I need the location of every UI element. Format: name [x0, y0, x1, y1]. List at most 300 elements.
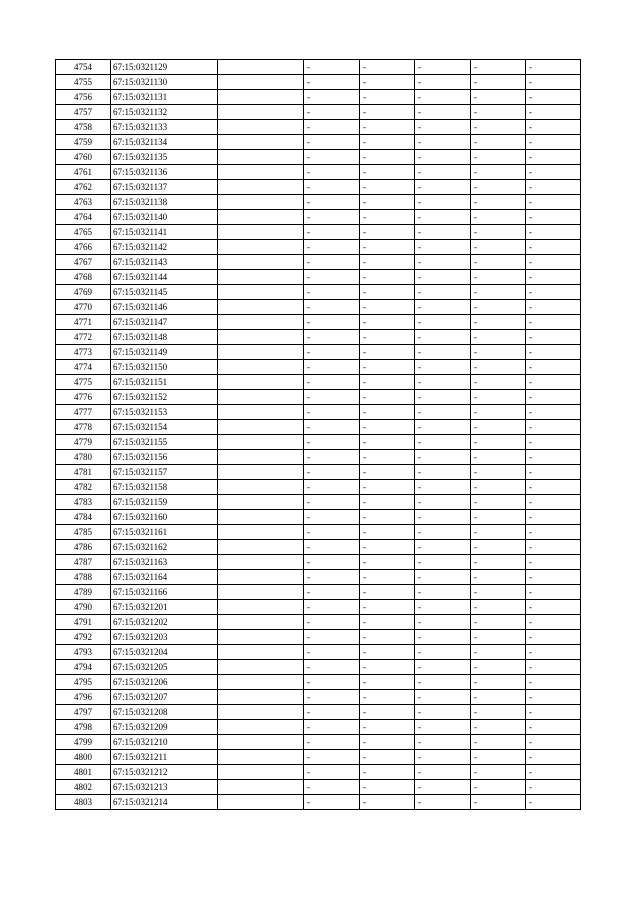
value-cell: - [304, 750, 360, 765]
value-cell: - [526, 105, 581, 120]
value-cell: - [526, 795, 581, 810]
row-number-cell: 4774 [56, 360, 111, 375]
table-row [56, 765, 581, 780]
value-cell: - [526, 345, 581, 360]
cadastral-code-cell: 67:15:0321208 [111, 705, 218, 720]
value-cell: - [360, 60, 415, 75]
value-cell: - [471, 195, 526, 210]
value-cell: - [415, 210, 471, 225]
value-cell: - [304, 165, 360, 180]
value-cell: - [304, 105, 360, 120]
value-cell: - [304, 555, 360, 570]
value-cell: - [471, 315, 526, 330]
row-number-cell: 4763 [56, 195, 111, 210]
value-cell: - [526, 495, 581, 510]
table-row [56, 435, 581, 450]
row-number-cell: 4783 [56, 495, 111, 510]
value-cell: - [415, 780, 471, 795]
row-number-cell: 4757 [56, 105, 111, 120]
value-cell: - [471, 690, 526, 705]
row-number-cell: 4767 [56, 255, 111, 270]
cadastral-code-cell: 67:15:0321164 [111, 570, 218, 585]
value-cell: - [415, 600, 471, 615]
value-cell: - [304, 705, 360, 720]
value-cell: - [415, 435, 471, 450]
value-cell: - [360, 360, 415, 375]
name-cell [218, 315, 304, 330]
row-number-cell: 4761 [56, 165, 111, 180]
value-cell: - [415, 255, 471, 270]
value-cell: - [471, 525, 526, 540]
cadastral-code-cell: 67:15:0321140 [111, 210, 218, 225]
value-cell: - [526, 660, 581, 675]
table-row [56, 600, 581, 615]
name-cell [218, 270, 304, 285]
value-cell: - [526, 540, 581, 555]
cadastral-code-cell: 67:15:0321206 [111, 675, 218, 690]
value-cell: - [471, 645, 526, 660]
value-cell: - [304, 345, 360, 360]
table-row [56, 405, 581, 420]
value-cell: - [415, 570, 471, 585]
value-cell: - [360, 495, 415, 510]
value-cell: - [360, 150, 415, 165]
table-body [56, 60, 581, 810]
cadastral-code-cell: 67:15:0321137 [111, 180, 218, 195]
value-cell: - [471, 390, 526, 405]
table-row [56, 780, 581, 795]
table-row [56, 450, 581, 465]
value-cell: - [360, 750, 415, 765]
row-number-cell: 4788 [56, 570, 111, 585]
value-cell: - [471, 165, 526, 180]
value-cell: - [415, 510, 471, 525]
value-cell: - [360, 315, 415, 330]
value-cell: - [471, 705, 526, 720]
name-cell [218, 375, 304, 390]
table-row [56, 315, 581, 330]
name-cell [218, 120, 304, 135]
name-cell [218, 300, 304, 315]
value-cell: - [415, 660, 471, 675]
table-row [56, 150, 581, 165]
value-cell: - [360, 120, 415, 135]
row-number-cell: 4798 [56, 720, 111, 735]
value-cell: - [526, 465, 581, 480]
value-cell: - [304, 150, 360, 165]
table-row [56, 345, 581, 360]
table-row [56, 90, 581, 105]
value-cell: - [526, 255, 581, 270]
row-number-cell: 4793 [56, 645, 111, 660]
table-row [56, 285, 581, 300]
value-cell: - [471, 405, 526, 420]
value-cell: - [526, 510, 581, 525]
cadastral-code-cell: 67:15:0321154 [111, 420, 218, 435]
value-cell: - [526, 90, 581, 105]
value-cell: - [360, 735, 415, 750]
value-cell: - [415, 795, 471, 810]
value-cell: - [526, 555, 581, 570]
cadastral-code-cell: 67:15:0321205 [111, 660, 218, 675]
cadastral-code-cell: 67:15:0321141 [111, 225, 218, 240]
name-cell [218, 240, 304, 255]
cadastral-code-cell: 67:15:0321157 [111, 465, 218, 480]
value-cell: - [304, 285, 360, 300]
table-row [56, 735, 581, 750]
value-cell: - [471, 630, 526, 645]
value-cell: - [304, 675, 360, 690]
cadastral-code-cell: 67:15:0321155 [111, 435, 218, 450]
value-cell: - [415, 240, 471, 255]
value-cell: - [304, 630, 360, 645]
value-cell: - [415, 330, 471, 345]
value-cell: - [415, 525, 471, 540]
value-cell: - [471, 240, 526, 255]
table-row [56, 510, 581, 525]
value-cell: - [360, 270, 415, 285]
name-cell [218, 795, 304, 810]
value-cell: - [360, 225, 415, 240]
value-cell: - [526, 645, 581, 660]
value-cell: - [471, 345, 526, 360]
name-cell [218, 390, 304, 405]
value-cell: - [526, 330, 581, 345]
cadastral-code-cell: 67:15:0321211 [111, 750, 218, 765]
row-number-cell: 4789 [56, 585, 111, 600]
cadastral-code-cell: 67:15:0321214 [111, 795, 218, 810]
table-row [56, 360, 581, 375]
name-cell [218, 465, 304, 480]
value-cell: - [360, 780, 415, 795]
value-cell: - [360, 240, 415, 255]
value-cell: - [526, 435, 581, 450]
value-cell: - [471, 180, 526, 195]
cadastral-code-cell: 67:15:0321163 [111, 555, 218, 570]
name-cell [218, 720, 304, 735]
name-cell [218, 765, 304, 780]
value-cell: - [415, 630, 471, 645]
value-cell: - [526, 375, 581, 390]
value-cell: - [304, 420, 360, 435]
row-number-cell: 4794 [56, 660, 111, 675]
value-cell: - [471, 585, 526, 600]
row-number-cell: 4772 [56, 330, 111, 345]
value-cell: - [471, 120, 526, 135]
value-cell: - [360, 165, 415, 180]
row-number-cell: 4776 [56, 390, 111, 405]
row-number-cell: 4795 [56, 675, 111, 690]
value-cell: - [526, 705, 581, 720]
cadastral-code-cell: 67:15:0321210 [111, 735, 218, 750]
table-row [56, 585, 581, 600]
value-cell: - [360, 285, 415, 300]
table-row [56, 180, 581, 195]
name-cell [218, 570, 304, 585]
value-cell: - [360, 645, 415, 660]
table-row [56, 795, 581, 810]
value-cell: - [415, 195, 471, 210]
value-cell: - [526, 120, 581, 135]
value-cell: - [415, 150, 471, 165]
table-row [56, 540, 581, 555]
value-cell: - [304, 375, 360, 390]
value-cell: - [415, 750, 471, 765]
value-cell: - [360, 435, 415, 450]
value-cell: - [415, 390, 471, 405]
row-number-cell: 4775 [56, 375, 111, 390]
value-cell: - [304, 240, 360, 255]
value-cell: - [360, 660, 415, 675]
cadastral-code-cell: 67:15:0321203 [111, 630, 218, 645]
table-row [56, 75, 581, 90]
value-cell: - [415, 135, 471, 150]
value-cell: - [526, 405, 581, 420]
value-cell: - [360, 105, 415, 120]
value-cell: - [304, 360, 360, 375]
name-cell [218, 750, 304, 765]
cadastral-code-cell: 67:15:0321150 [111, 360, 218, 375]
value-cell: - [415, 165, 471, 180]
name-cell [218, 660, 304, 675]
value-cell: - [526, 780, 581, 795]
name-cell [218, 210, 304, 225]
value-cell: - [526, 270, 581, 285]
value-cell: - [526, 420, 581, 435]
value-cell: - [471, 255, 526, 270]
cadastral-code-cell: 67:15:0321142 [111, 240, 218, 255]
name-cell [218, 255, 304, 270]
row-number-cell: 4791 [56, 615, 111, 630]
value-cell: - [526, 300, 581, 315]
value-cell: - [471, 570, 526, 585]
value-cell: - [415, 375, 471, 390]
value-cell: - [526, 615, 581, 630]
value-cell: - [415, 60, 471, 75]
table-row [56, 630, 581, 645]
name-cell [218, 150, 304, 165]
value-cell: - [360, 420, 415, 435]
value-cell: - [304, 465, 360, 480]
table-row [56, 705, 581, 720]
value-cell: - [304, 195, 360, 210]
cadastral-code-cell: 67:15:0321144 [111, 270, 218, 285]
value-cell: - [471, 780, 526, 795]
table-row [56, 570, 581, 585]
table-row [56, 390, 581, 405]
value-cell: - [304, 405, 360, 420]
row-number-cell: 4785 [56, 525, 111, 540]
value-cell: - [471, 615, 526, 630]
value-cell: - [304, 600, 360, 615]
value-cell: - [526, 285, 581, 300]
row-number-cell: 4777 [56, 405, 111, 420]
row-number-cell: 4756 [56, 90, 111, 105]
data-table [55, 59, 581, 810]
value-cell: - [415, 105, 471, 120]
value-cell: - [471, 675, 526, 690]
value-cell: - [471, 330, 526, 345]
value-cell: - [471, 90, 526, 105]
name-cell [218, 60, 304, 75]
row-number-cell: 4790 [56, 600, 111, 615]
value-cell: - [415, 360, 471, 375]
value-cell: - [360, 570, 415, 585]
table-row [56, 120, 581, 135]
value-cell: - [526, 150, 581, 165]
row-number-cell: 4792 [56, 630, 111, 645]
value-cell: - [471, 765, 526, 780]
value-cell: - [360, 615, 415, 630]
cadastral-code-cell: 67:15:0321152 [111, 390, 218, 405]
table-row [56, 270, 581, 285]
value-cell: - [304, 135, 360, 150]
cadastral-code-cell: 67:15:0321156 [111, 450, 218, 465]
name-cell [218, 735, 304, 750]
value-cell: - [415, 120, 471, 135]
row-number-cell: 4782 [56, 480, 111, 495]
value-cell: - [471, 750, 526, 765]
value-cell: - [471, 465, 526, 480]
value-cell: - [471, 540, 526, 555]
value-cell: - [471, 270, 526, 285]
cadastral-code-cell: 67:15:0321207 [111, 690, 218, 705]
cadastral-code-cell: 67:15:0321160 [111, 510, 218, 525]
value-cell: - [415, 540, 471, 555]
table-row [56, 615, 581, 630]
row-number-cell: 4770 [56, 300, 111, 315]
value-cell: - [415, 420, 471, 435]
value-cell: - [360, 675, 415, 690]
value-cell: - [471, 660, 526, 675]
table-row [56, 330, 581, 345]
name-cell [218, 180, 304, 195]
row-number-cell: 4771 [56, 315, 111, 330]
value-cell: - [526, 525, 581, 540]
row-number-cell: 4769 [56, 285, 111, 300]
cadastral-code-cell: 67:15:0321153 [111, 405, 218, 420]
value-cell: - [471, 495, 526, 510]
value-cell: - [304, 720, 360, 735]
name-cell [218, 435, 304, 450]
value-cell: - [415, 705, 471, 720]
row-number-cell: 4796 [56, 690, 111, 705]
value-cell: - [360, 405, 415, 420]
row-number-cell: 4759 [56, 135, 111, 150]
name-cell [218, 600, 304, 615]
value-cell: - [526, 630, 581, 645]
value-cell: - [304, 645, 360, 660]
value-cell: - [304, 225, 360, 240]
value-cell: - [471, 435, 526, 450]
value-cell: - [415, 345, 471, 360]
value-cell: - [360, 465, 415, 480]
name-cell [218, 195, 304, 210]
row-number-cell: 4762 [56, 180, 111, 195]
value-cell: - [304, 330, 360, 345]
value-cell: - [526, 210, 581, 225]
name-cell [218, 285, 304, 300]
value-cell: - [526, 360, 581, 375]
value-cell: - [526, 750, 581, 765]
row-number-cell: 4766 [56, 240, 111, 255]
value-cell: - [471, 735, 526, 750]
value-cell: - [471, 555, 526, 570]
value-cell: - [526, 735, 581, 750]
table-row [56, 195, 581, 210]
value-cell: - [304, 525, 360, 540]
value-cell: - [360, 255, 415, 270]
table-row [56, 645, 581, 660]
table-row [56, 495, 581, 510]
table-row [56, 660, 581, 675]
table-row [56, 375, 581, 390]
table-row [56, 165, 581, 180]
value-cell: - [526, 765, 581, 780]
value-cell: - [304, 315, 360, 330]
table-row [56, 480, 581, 495]
name-cell [218, 555, 304, 570]
value-cell: - [304, 780, 360, 795]
cadastral-code-cell: 67:15:0321158 [111, 480, 218, 495]
value-cell: - [415, 90, 471, 105]
cadastral-code-cell: 67:15:0321135 [111, 150, 218, 165]
value-cell: - [471, 420, 526, 435]
name-cell [218, 330, 304, 345]
cadastral-code-cell: 67:15:0321129 [111, 60, 218, 75]
name-cell [218, 690, 304, 705]
cadastral-code-cell: 67:15:0321166 [111, 585, 218, 600]
value-cell: - [360, 555, 415, 570]
row-number-cell: 4781 [56, 465, 111, 480]
value-cell: - [526, 690, 581, 705]
value-cell: - [360, 90, 415, 105]
cadastral-code-cell: 67:15:0321134 [111, 135, 218, 150]
cadastral-code-cell: 67:15:0321146 [111, 300, 218, 315]
value-cell: - [360, 330, 415, 345]
value-cell: - [304, 795, 360, 810]
value-cell: - [471, 510, 526, 525]
table-row [56, 240, 581, 255]
value-cell: - [471, 375, 526, 390]
value-cell: - [471, 600, 526, 615]
value-cell: - [471, 360, 526, 375]
name-cell [218, 225, 304, 240]
row-number-cell: 4778 [56, 420, 111, 435]
value-cell: - [471, 720, 526, 735]
value-cell: - [304, 255, 360, 270]
name-cell [218, 585, 304, 600]
value-cell: - [471, 105, 526, 120]
table-row [56, 60, 581, 75]
row-number-cell: 4786 [56, 540, 111, 555]
name-cell [218, 75, 304, 90]
table-row [56, 255, 581, 270]
table-row [56, 105, 581, 120]
value-cell: - [360, 585, 415, 600]
value-cell: - [360, 300, 415, 315]
cadastral-code-cell: 67:15:0321151 [111, 375, 218, 390]
row-number-cell: 4779 [56, 435, 111, 450]
value-cell: - [415, 480, 471, 495]
value-cell: - [471, 450, 526, 465]
value-cell: - [304, 495, 360, 510]
cadastral-code-cell: 67:15:0321133 [111, 120, 218, 135]
value-cell: - [526, 315, 581, 330]
value-cell: - [415, 585, 471, 600]
value-cell: - [360, 480, 415, 495]
row-number-cell: 4758 [56, 120, 111, 135]
